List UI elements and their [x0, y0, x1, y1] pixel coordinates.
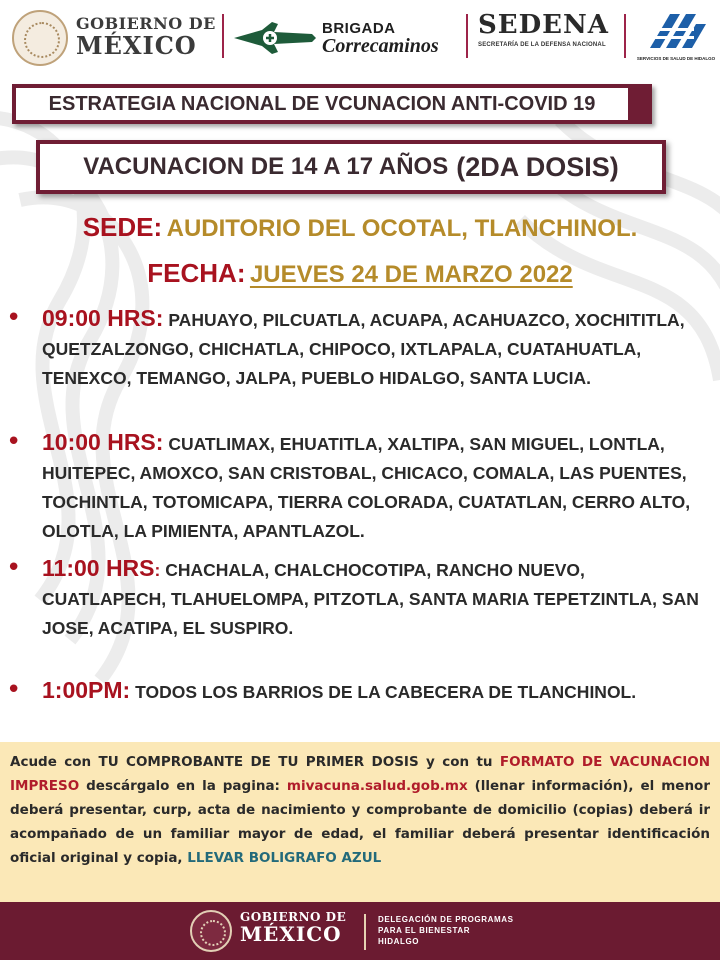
footer-delegacion-line3: HIDALGO	[378, 937, 420, 946]
venue-label: SEDE:	[82, 212, 163, 242]
schedule-places: TODOS LOS BARRIOS DE LA CABECERA DE TLANCHINOL.	[135, 682, 637, 702]
footer-delegacion-line2: PARA EL BIENESTAR	[378, 926, 471, 935]
mexico-seal-icon	[12, 10, 68, 66]
footer-gobierno-line1: GOBIERNO DE	[240, 910, 347, 924]
bullet-icon: •	[6, 553, 22, 583]
date-line	[0, 258, 720, 289]
notice-url-link[interactable]: mivacuna.salud.gob.mx	[286, 778, 468, 794]
salud-logo-icon	[636, 8, 716, 54]
footer-delegacion	[378, 914, 578, 947]
mexico-seal-icon	[190, 910, 232, 952]
header-divider	[624, 14, 626, 58]
schedule-places: CHACHALA, CHALCHOCOTIPA, RANCHO NUEVO, CUATLAPECH, TLAHUELOMPA, PITZOTLA, SANTA MARIA TEPETZINTLA, SAN JOSE, ACATIPA, EL SUSPIRO.	[42, 560, 699, 638]
vaccination-banner	[40, 144, 662, 190]
schedule-time-colon: :	[154, 560, 161, 580]
brigada-line2: Correcaminos	[322, 35, 439, 57]
header-divider	[466, 14, 468, 58]
bullet-icon: •	[6, 427, 22, 457]
gobierno-line1: GOBIERNO DE	[76, 14, 216, 33]
gobierno-line2: MÉXICO	[76, 31, 197, 60]
footer	[0, 902, 720, 960]
schedule-time: 1:00PM:	[42, 677, 131, 703]
sedena-subtitle: SECRETARÍA DE LA DEFENSA NACIONAL	[478, 42, 606, 48]
notice-text: Acude con TU COMPROBANTE DE TU PRIMER DOSIS y con tu	[10, 754, 500, 770]
date-label: FECHA:	[147, 258, 246, 288]
footer-gobierno-line2: MÉXICO	[240, 922, 342, 946]
notice-text: (llenar información), el menor deberá presentar, curp, acta de nacimiento y comprobante de domicilio (copias) deberá ir acompañado de un familiar mayor de edad, el familiar deberá presentar identificación oficial original y copia,	[10, 778, 710, 866]
date-value: JUEVES 24 DE MARZO 2022	[249, 261, 573, 288]
notice-text: descárgalo en la pagina:	[79, 778, 287, 794]
sedena-title: SEDENA	[478, 10, 609, 40]
schedule-time: 09:00 HRS:	[42, 305, 164, 331]
brigada-line1: BRIGADA	[322, 20, 396, 37]
venue-line	[0, 212, 720, 243]
venue-value: AUDITORIO DEL OCOTAL, TLANCHINOL.	[166, 215, 638, 242]
gobierno-de-mexico-logo	[12, 8, 222, 66]
bullet-icon: •	[6, 303, 22, 333]
header-divider	[222, 14, 224, 58]
bullet-icon: •	[6, 675, 22, 705]
strategy-banner: ESTRATEGIA NACIONAL DE VCUNACION ANTI-COVID 19	[16, 88, 628, 120]
schedule-time: 11:00 HRS	[42, 555, 155, 581]
requirements-notice	[0, 742, 720, 902]
schedule-places: PAHUAYO, PILCUATLA, ACUAPA, ACAHUAZCO, XOCHITITLA, QUETZALZONGO, CHICHATLA, CHIPOCO, IXTLAPALA, CUATAHUATLA, TENEXCO, TEMANGO, JALPA, PUEBLO HIDALGO, SANTA LUCIA.	[42, 310, 685, 388]
plane-icon	[232, 20, 316, 56]
vaccination-age-text: VACUNACION DE 14 A 17 AÑOS	[83, 153, 449, 180]
schedule-time: 10:00 HRS:	[42, 429, 164, 455]
schedule-places: CUATLIMAX, EHUATITLA, XALTIPA, SAN MIGUEL, LONTLA, HUITEPEC, AMOXCO, SAN CRISTOBAL, CHICACO, COMALA, LAS PUENTES, TOCHINTLA, TOTOMICAPA, TIERRA COLORADA, CUATATLAN, CERRO ALTO, OLOTLA, LA PIMIENTA, APANTLAZOL.	[42, 434, 691, 541]
footer-divider	[364, 914, 366, 950]
header-logos	[0, 0, 720, 76]
salud-caption: SERVICIOS DE SALUD DE HIDALGO	[636, 56, 716, 61]
salud-hidalgo-logo	[636, 8, 716, 68]
brigada-correcaminos-logo	[232, 10, 460, 66]
footer-delegacion-line1: DELEGACIÓN DE PROGRAMAS	[378, 915, 514, 924]
notice-format-highlight: FORMATO DE VACUNACION IMPRESO	[10, 754, 710, 794]
sedena-logo	[478, 10, 618, 66]
vaccination-dose-text: (2DA DOSIS)	[456, 151, 619, 182]
notice-pen-highlight: LLEVAR BOLIGRAFO AZUL	[187, 850, 382, 866]
